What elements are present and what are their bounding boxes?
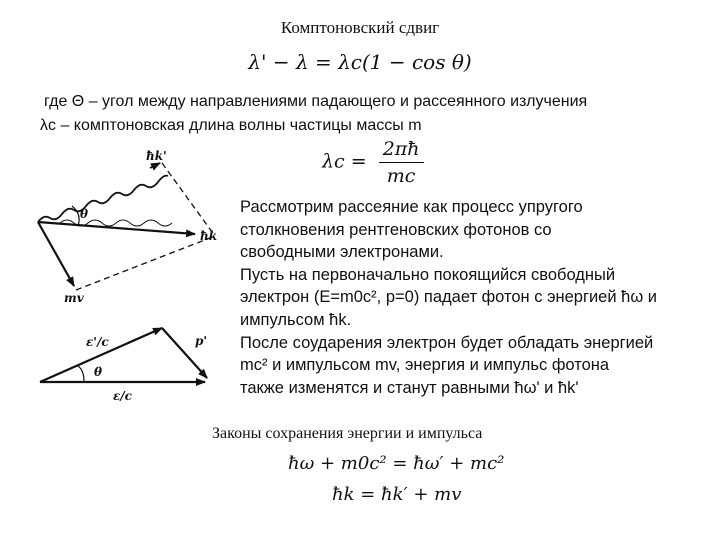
compton-wavelength-definition: λc – комптоновская длина волны частицы массы m <box>40 117 422 134</box>
label-k-prime: ħk' <box>146 149 167 163</box>
label-k: ħk <box>200 229 218 243</box>
paragraph-line: также изменятся и станут равными ħω' и ħk' <box>240 378 579 397</box>
electron-momentum-arrow <box>38 222 74 286</box>
conservation-laws-title: Законы сохранения энергии и импульса <box>212 425 483 442</box>
paragraph-line: Рассмотрим рассеяние как процесс упругого <box>240 198 583 216</box>
paragraph-line: Пусть на первоначально покоящийся свободный <box>240 265 616 284</box>
lambda-c-lhs: λc = <box>322 150 367 173</box>
momentum-conservation-formula: ħk = ħk′ + mv <box>332 484 462 505</box>
label-eps-prime: ε'/c <box>86 335 109 349</box>
lambda-c-numerator: 2πħ <box>379 138 424 163</box>
label-eps: ε/c <box>113 389 132 403</box>
momentum-triangle <box>40 328 207 403</box>
lambda-c-denominator: mc <box>386 165 416 187</box>
compton-shift-formula: λ' − λ = λc(1 − cos θ) <box>248 50 472 74</box>
incident-photon-wave <box>60 220 172 226</box>
paragraph-line: электрон (E=m0c², p=0) падает фотон с энергией ħω и <box>240 288 658 307</box>
scattered-photon-arrowhead <box>150 163 160 168</box>
label-p-prime: p' <box>195 334 208 348</box>
theta-arc-2 <box>78 366 84 382</box>
scattered-photon-wave <box>38 176 168 222</box>
paragraph-line: столкновения рентгеновских фотонов со <box>240 220 552 239</box>
label-theta-2: θ <box>94 365 103 379</box>
angle-definition: где Θ – угол между направлениями падающего и рассеянного излучения <box>44 93 588 110</box>
paragraph-line: импульсом ħk. <box>240 310 352 329</box>
label-theta-1: θ <box>80 207 89 221</box>
paragraph-line: mc² и импульсом mv, энергия и импульс фотона <box>240 356 610 375</box>
paragraph-line: После соударения электрон будет обладать энергией <box>240 333 654 352</box>
label-mv: mv <box>64 291 84 305</box>
paragraph-line: свободными электронами. <box>240 243 444 262</box>
dashed-side-bottom <box>76 236 215 290</box>
slide-title: Комптоновский сдвиг <box>280 18 440 37</box>
energy-conservation-formula: ħω + m0c² = ħω′ + mc² <box>288 453 505 474</box>
